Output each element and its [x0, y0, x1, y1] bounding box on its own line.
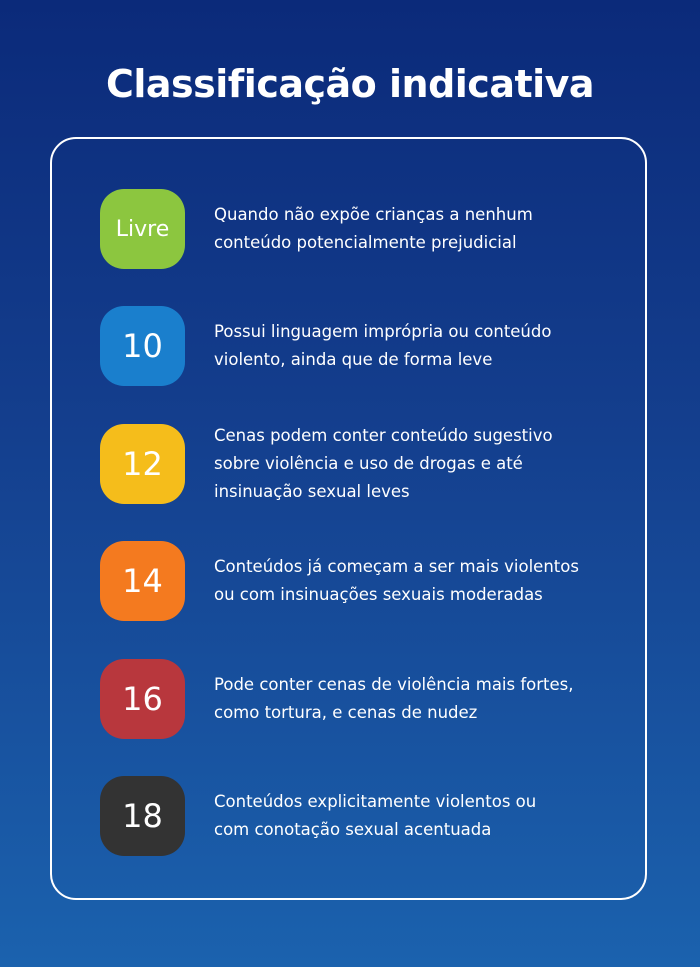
description-line: ou com insinuações sexuais moderadas [214, 585, 543, 604]
page-title: Classificação indicativa [105, 62, 595, 106]
rating-description-14 [214, 553, 614, 609]
description-line: conteúdo potencialmente prejudicial [214, 233, 517, 252]
rating-badge-18: 18 [100, 776, 185, 856]
rating-description-18 [214, 788, 614, 844]
rating-badge-10: 10 [100, 306, 185, 386]
rating-row-14 [100, 541, 620, 621]
rating-badge-16: 16 [100, 659, 185, 739]
rating-row-12 [100, 424, 620, 504]
ratings-panel [50, 137, 647, 900]
rating-row-10 [100, 306, 620, 386]
rating-row-livre [100, 189, 620, 269]
description-line: como tortura, e cenas de nudez [214, 703, 478, 722]
rating-row-16 [100, 659, 620, 739]
rating-row-18 [100, 776, 620, 856]
description-line: violento, ainda que de forma leve [214, 350, 493, 369]
description-line: Conteúdos explicitamente violentos ou [214, 792, 537, 811]
rating-description-12 [214, 422, 614, 506]
rating-description-10 [214, 318, 614, 374]
rating-badge-14: 14 [100, 541, 185, 621]
description-line: Cenas podem conter conteúdo sugestivo [214, 426, 553, 445]
description-line: Conteúdos já começam a ser mais violentos [214, 557, 579, 576]
description-line: sobre violência e uso de drogas e até [214, 454, 523, 473]
rating-description-livre [214, 201, 614, 257]
description-line: insinuação sexual leves [214, 482, 410, 501]
description-line: Possui linguagem imprópria ou conteúdo [214, 322, 552, 341]
description-line: com conotação sexual acentuada [214, 820, 492, 839]
description-line: Pode conter cenas de violência mais fortes, [214, 675, 574, 694]
rating-description-16 [214, 671, 614, 727]
description-line: Quando não expõe crianças a nenhum [214, 205, 533, 224]
rating-badge-12: 12 [100, 424, 185, 504]
rating-badge-livre: Livre [100, 189, 185, 269]
